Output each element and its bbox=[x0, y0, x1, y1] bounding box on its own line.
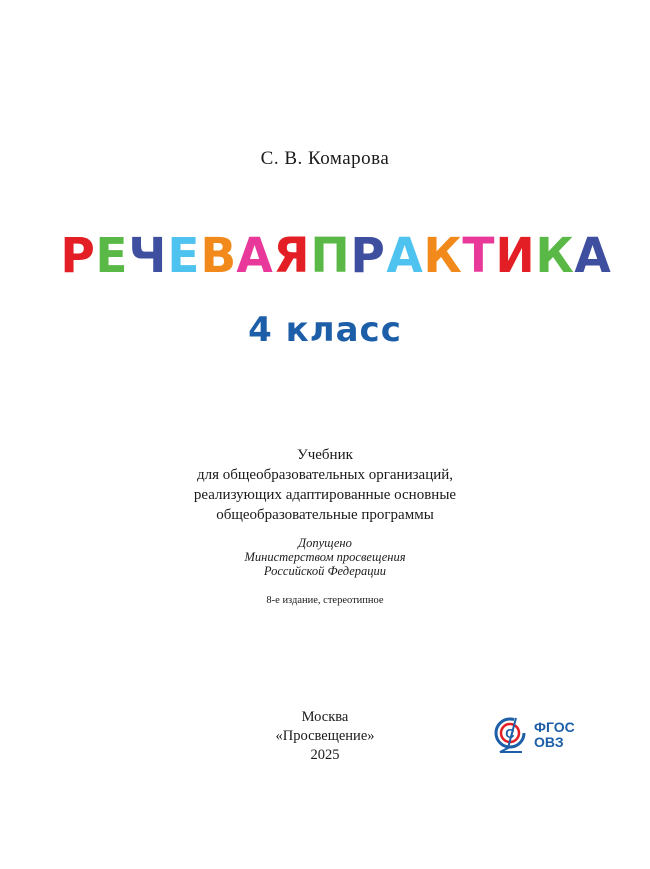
title-letter: И bbox=[495, 228, 535, 284]
book-title bbox=[60, 228, 611, 284]
title-letter: К bbox=[535, 228, 574, 284]
publication-year: 2025 bbox=[310, 747, 340, 763]
title-letter: Я bbox=[273, 228, 310, 284]
edition-note: 8-е издание, стереотипное bbox=[266, 595, 384, 606]
description-line: реализующих адаптированные основные bbox=[193, 487, 457, 503]
publisher-city: Москва bbox=[301, 709, 349, 725]
description-line: общеобразовательные программы bbox=[216, 507, 434, 523]
title-letter: А bbox=[574, 228, 611, 284]
title-letter: А bbox=[236, 228, 273, 284]
title-letter: Е bbox=[167, 228, 200, 284]
fgos-emblem-icon bbox=[494, 716, 528, 754]
title-letter: Е bbox=[95, 228, 128, 284]
title-letter: П bbox=[310, 228, 351, 284]
svg-text:C: C bbox=[505, 726, 515, 741]
title-letter: Т bbox=[462, 228, 495, 284]
description-line: для общеобразовательных организаций, bbox=[196, 467, 454, 483]
fgos-ovz-logo bbox=[494, 716, 575, 754]
logo-line-1: ФГОС bbox=[534, 719, 575, 735]
approval-line: Допущено bbox=[298, 536, 352, 550]
publisher-name: «Просвещение» bbox=[275, 728, 375, 744]
logo-line-2: ОВЗ bbox=[534, 734, 564, 750]
title-letter: А bbox=[386, 228, 423, 284]
title-letter: Р bbox=[60, 228, 95, 284]
approval-line: Российской Федерации bbox=[263, 564, 387, 578]
title-letter: Р bbox=[350, 228, 386, 284]
description-line: Учебник bbox=[297, 447, 353, 463]
title-letter: К bbox=[423, 228, 462, 284]
approval-line: Министерством просвещения bbox=[244, 550, 406, 564]
approval-note bbox=[0, 536, 650, 578]
grade-label: 4 класс bbox=[248, 310, 402, 350]
author-name: С. В. Комарова bbox=[260, 148, 390, 169]
book-description bbox=[0, 445, 650, 525]
title-letter: В bbox=[199, 228, 236, 284]
title-letter: Ч bbox=[128, 228, 167, 284]
